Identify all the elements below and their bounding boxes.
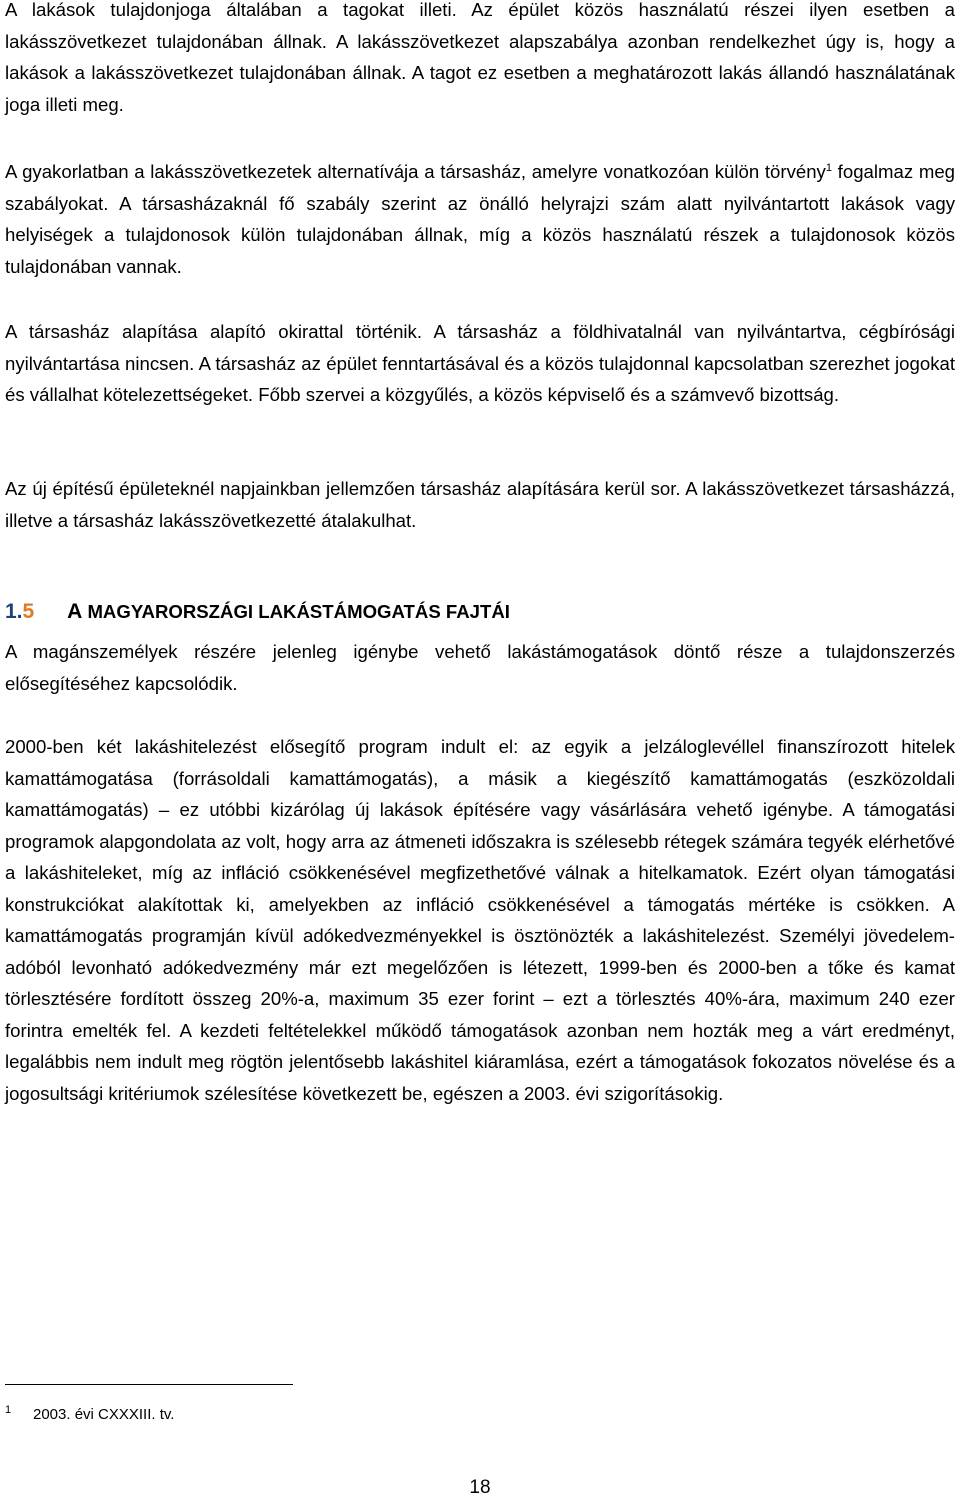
page-number: 18 [469, 1477, 491, 1498]
paragraph-text-part: A gyakorlatban a lakásszövetkezetek alternatívája a társasház, amelyre vonatkozóan külön törvény [5, 161, 826, 182]
footnote-separator [5, 1384, 293, 1385]
footnote [5, 1400, 174, 1425]
section-title-initial: A [67, 600, 83, 623]
section-heading [5, 596, 955, 628]
section-number-main: 1. [5, 600, 23, 623]
paragraph-uj-epitesu-epuletek: Az új építésű épületeknél napjainkban jellemzően társasház alapítására kerül sor. A lakásszövetkezet társasházzá, illetve a társasház lakásszövetkezetté átalakulhat. [5, 478, 955, 531]
section-title-rest: MAGYARORSZÁGI LAKÁSTÁMOGATÁS FAJTÁI [82, 601, 510, 622]
paragraph-lakashitelezes-programok: 2000-ben két lakáshitelezést elősegítő program indult el: az egyik a jelzáloglevéllel finanszírozott hitelek kamattámogatása (forrásoldali kamattámogatás), a másik a kiegészítő kamattámogatás (eszközoldali kamattámogatás) – ez utóbbi kizárólag új lakások építésére vagy vásárlására vehető igénybe. A támogatási programok alapgondolata az volt, hogy arra az átmeneti időszakra is szélesebb rétegek számára tegyék elérhetővé a lakáshiteleket, míg az infláció csökkenésével megfizethetővé válnak a hitelkamatok. Ezért olyan támogatási konstrukciókat alakítottak ki, amelyekben az infláció csökkenésével a támogatás mértéke is csökken. A kamattámogatás programján kívül adókedvezményekkel is ösztönözték a lakáshitelezést. Személyi jövedelem-adóból levonható adókedvezmény már ezt megelőzően is létezett, 1999-ben és 2000-ben a tőke és kamat törlesztésére fordított összeg 20%-a, maximum 35 ezer forint – ezt a törlesztés 40%-ára, maximum 240 ezer forintra emelték fel. A kezdeti feltételekkel működő támogatások azonban nem hozták meg a várt eredményt, legalábbis nem indult meg rögtön jelentősebb lakáshitel kiáramlása, ezért a támogatások fokozatos növelése és a jogosultsági kritériumok szélesítése következett be, egészen a 2003. évi szigorításokig. [5, 736, 955, 1104]
paragraph-text-part: fogalmaz meg szabályokat. A társasházaknál fő szabály szerint az önálló helyrajzi szám alatt nyilvántartott lakások vagy helyiségek a tulajdonosok külön tulajdonában állnak, míg a közös használatú részek a tulajdonosok közös tulajdonában vannak. [5, 161, 956, 277]
footnote-text: 2003. évi CXXXIII. tv. [33, 1406, 175, 1423]
section-number-accent: 5 [22, 600, 35, 623]
section-number [5, 600, 34, 623]
paragraph-tarsashaz-alapitasa: A társasház alapítása alapító okirattal történik. A társasház a földhivatalnál van nyilvántartva, cégbírósági nyilvántartása nincsen. A társasház az épület fenntartásával és a közös tulajdonnal kapcsolatban szerezhet jogokat és vállalhat kötelezettségeket. Főbb szervei a közgyűlés, a közös képviselő és a számvevő bizottság. [5, 321, 955, 405]
footnote-mark: 1 [5, 1404, 12, 1416]
paragraph-tarsashaz-alternativa [5, 156, 955, 282]
paragraph-lakasszovetkezet-tulajdon: A lakások tulajdonjoga általában a tagokat illeti. Az épület közös használatú részei ilyen esetben a lakásszövetkezet tulajdonában állnak. A lakásszövetkezet alapszabálya azonban rendelkezhet úgy is, hogy a lakások a lakásszövetkezet tulajdonában állnak. A tagot ez esetben a meghatározott lakás állandó használatának joga illeti meg. [5, 0, 955, 115]
footnote-reference[interactable]: 1 [825, 161, 832, 174]
paragraph-lakastamogatasok: A magánszemélyek részére jelenleg igénybe vehető lakástámogatások döntő része a tulajdonszerzés elősegítéséhez kapcsolódik. [5, 641, 955, 694]
